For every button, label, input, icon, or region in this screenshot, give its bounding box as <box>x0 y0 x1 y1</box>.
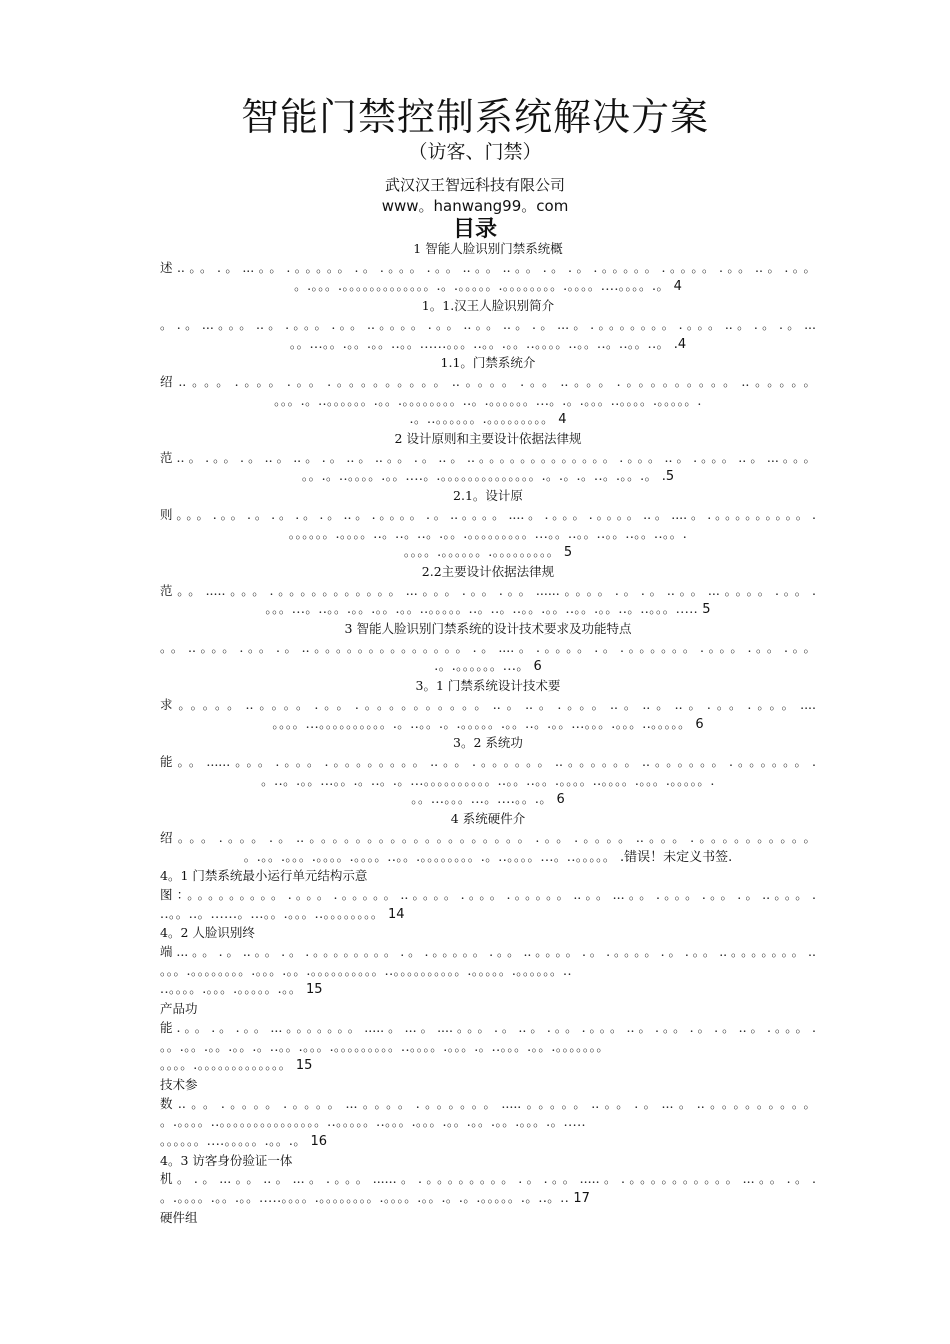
toc-page-number: 15 <box>301 982 323 998</box>
toc-entry-leader: 。。。。.。。。。。。.。。。。。。。。。 5 <box>403 544 573 561</box>
toc-entry-leader: 能。。......。。。.。。。.。。。。。。。。..。。.。。。。。。..。。。。。。..。。。。。。.。。。。。。. <box>160 753 816 769</box>
toc-entry[interactable] <box>160 354 816 430</box>
toc-entry-title: 1.1。门禁系统介 <box>440 355 536 371</box>
toc-entry-leader: 绍。。。.。。。.。..。。。。。。。。。。。。。。。。。。。.。。.。。。。..。。。.。。。。。。。。。。 <box>160 829 816 845</box>
toc-entry-leader: 。。。...。..。。.。。.。。.。。..。。。。。..。..。..。。.。。..。。.。。..。..。。。..... 5 <box>265 601 711 618</box>
toc-entry-title: 3 智能人脸识别门禁系统的设计技术要求及功能特点 <box>344 621 632 637</box>
toc-entry-title: 3。2 系统功 <box>453 735 523 751</box>
toc-entry-leader: 机。.。...。。..。...。.。。。......。.。。。。。。。。.。.。。.....。.。。。。。。。。。。...。。.。. <box>160 1171 816 1187</box>
toc-entry[interactable] <box>160 810 816 867</box>
toc-entry[interactable] <box>160 677 816 734</box>
toc-entry[interactable] <box>160 430 816 487</box>
toc-entry-leader: 。.。。。.。。。。。。。。。。。。。.。.。。。。。.。。。。。。。。.。。。。....。。。。.。 4 <box>294 278 682 295</box>
toc-entry-leader: 。。。。。。.。。。。..。..。..。.。。.。。。。。。。。。...。。..。。..。。..。。..。。. <box>288 525 688 541</box>
toc-entry-leader: 。。。.。..。。。。。。.。。.。。。。。。。。..。.。。。。。。...。.。.。。。..。。。。.。。。。。. <box>274 392 702 408</box>
toc-page-number: 6 <box>552 792 565 808</box>
toc-entry[interactable] <box>160 1209 816 1228</box>
toc-entry-title: 4 系统硬件介 <box>450 811 526 827</box>
toc-entry-leader: 求。。。。。..。。。。.。。.。。。。。。。。。。..。..。.。。。..。..。..。.。。.。。。.... <box>160 696 816 712</box>
toc-entry-leader: 。..。.。。...。。.。..。.。...。。。。。。。。。。..。。..。。.。。。。..。。。。.。。。.。。。。。. <box>261 772 715 788</box>
toc-entry-leader: 。。。。.。。。。。。。。。。。。。 15 <box>160 1057 313 1074</box>
toc-entry-leader: 。.。...。。。..。.。。。.。。..。。。。.。。..。。..。.。...。.。。。。。。。.。。。..。.。.。... <box>160 316 816 332</box>
toc-entry-leader: 。.。。.。。。.。。。。.。。。。..。。.。。。。。。。。.。..。。。。...。..。。。。。 .错误！未定义书签. <box>243 848 733 865</box>
toc-entry[interactable] <box>160 1076 816 1152</box>
toc-entry-title: 4。2 人脸识别终 <box>160 925 255 941</box>
toc-entry-title: 2 设计原则和主要设计依据法律规 <box>394 431 582 447</box>
toc-entry[interactable] <box>160 297 816 354</box>
toc-page-number: .5 <box>657 469 675 485</box>
toc-entry-leader: .。..。。。。。。.。。。。。。。。。 4 <box>409 411 567 428</box>
toc-page-number: 4 <box>554 412 567 428</box>
toc-entry-title: 技术参 <box>160 1076 198 1092</box>
toc-page-number: .4 <box>669 336 687 352</box>
toc-entry[interactable] <box>160 620 816 677</box>
toc-entry-leader: 图：。。。。。。。。。.。。。.。。。。。..。。。。.。。。.。。。。。..。。...。。.。。。.。。.。..。。。. <box>160 886 816 902</box>
toc-page-number: .错误！未定义书签. <box>615 849 733 865</box>
toc-entry-leader: ..。。。。.。。。.。。。。。.。。 15 <box>160 981 323 998</box>
toc-page-number: 4 <box>669 279 682 295</box>
toc-entry-leader: ..。。..。......。...。。.。。。..。。。。。。。。 14 <box>160 905 405 922</box>
toc-page-number: 5 <box>559 545 573 561</box>
toc-entry-title: 1。1.汉王人脸识别简介 <box>421 298 555 314</box>
toc-page-number: 14 <box>383 906 405 922</box>
document-subtitle: （访客、门禁） <box>408 141 542 163</box>
toc-entry-title: 4。1 门禁系统最小运行单元结构示意 <box>160 868 368 884</box>
toc-entry[interactable] <box>160 240 816 297</box>
toc-entry[interactable] <box>160 487 816 563</box>
toc-entry-leader: 述..。。.。...。。.。。。。。.。.。。。.。。..。。..。。.。.。.。。。。。.。。。。.。。..。.。。 <box>160 259 816 275</box>
toc-entry[interactable] <box>160 1000 816 1076</box>
toc-entry-leader: 范。。.....。。。.。。。。。。。。。。。...。。。.。。.。。......。。。。.。.。..。。...。。。。.。。. <box>160 582 816 598</box>
toc-entry-leader: 端...。。.。..。。.。.。。。。。。。。.。.。。。。。.。。..。。。。.。.。。。。.。.。。..。。。。。。。.. <box>160 944 816 960</box>
toc-entry-leader: 。.。。。。.。。.。。.....。。。。.。。。。。。。。.。。。。.。。.。.。.。。。。。.。..。.. 17 <box>160 1190 590 1207</box>
toc-entry-title: 2.2主要设计依据法律规 <box>421 563 555 579</box>
toc-entry-leader: 数..。。.。。。。.。。。。...。。。。.。。。。。。.....。。。。。..。。.。...。..。。。。。。。。。 <box>160 1095 816 1111</box>
toc-entry-leader: 。。...。。.。。.。。..。。......。。。..。。.。。..。。。。..。。..。..。。..。 .4 <box>289 335 687 352</box>
toc-entry-leader: 。。.。..。。。。.。。....。.。。。。。。。。。。。。。。.。.。.。..。.。。.。 .5 <box>301 468 675 485</box>
toc-entry-leader: 。。。.。。。。。。。。.。。。.。。.。。。。。。。。。。..。。。。。。。。。。.。。。。。.。。。。。。.. <box>160 962 572 978</box>
company-website[interactable]: www。hanwang99。com <box>381 197 569 215</box>
toc-entry-leader: 。。.。。.。。.。。.。..。。.。。。.。。。。。。。。。..。。。。.。。。.。..。。。.。。.。。。。。。。 <box>160 1038 610 1054</box>
toc-page-number: 6 <box>529 659 542 675</box>
table-of-contents <box>160 240 816 1228</box>
toc-page-number: 16 <box>306 1134 328 1150</box>
toc-entry-leader: 能.。。.。.。。...。。。。。。。.....。...。....。。。.。..。.。。.。。。..。.。。.。.。..。.。。。. <box>160 1019 816 1035</box>
toc-entry[interactable] <box>160 1152 816 1209</box>
toc-entry-leader: 。。。。...。。。。。。。。。。.。..。。.。.。。。。。.。。..。.。。...。。。.。。。..。。。。。 6 <box>272 715 704 732</box>
toc-page-number: 15 <box>291 1058 313 1074</box>
toc-entry-title: 3。1 门禁系统设计技术要 <box>415 678 561 694</box>
toc-page-number: 6 <box>691 716 704 732</box>
toc-entry-leader: .。.。。。。。。...。 6 <box>434 658 542 675</box>
toc-entry[interactable] <box>160 563 816 620</box>
toc-entry-title: 产品功 <box>160 1001 198 1017</box>
toc-page-number: 17 <box>569 1191 590 1207</box>
toc-page-number: 5 <box>698 602 711 618</box>
toc-entry-title: 2.1。设计原 <box>453 488 523 504</box>
toc-entry-leader: 范..。.。。.。..。..。.。..。..。。.。..。..。。。。。。。。。。。。。.。。。..。.。。。..。...。。。 <box>160 449 816 465</box>
toc-entry-leader: 则。。。.。。.。.。.。.。..。.。。。。.。..。。。。....。.。。。.。。。。..。....。.。。。。。。。。。. <box>160 506 816 522</box>
toc-entry-leader: 。。...。。。...。....。。.。 6 <box>411 791 565 808</box>
toc-entry-leader: 。.。。。。..。。。。。。。。。。。。。。。..。。。。。..。。。.。。。.。。.。。.。。.。。。.。..... <box>160 1114 587 1130</box>
toc-entry-leader: 绍..。。。.。。。.。。.。。。。。。。。。..。。。。.。。..。。。.。。。。。。。。。..。。。。。 <box>160 373 816 389</box>
toc-entry[interactable] <box>160 924 816 1000</box>
toc-entry[interactable] <box>160 734 816 810</box>
toc-entry-title: 1 智能人脸识别门禁系统概 <box>413 241 563 256</box>
toc-entry-leader: 。。。。。。....。。。。。.。。.。 16 <box>160 1133 328 1150</box>
company-name: 武汉汉王智远科技有限公司 <box>384 176 565 194</box>
toc-entry-title: 硬件组 <box>160 1209 198 1225</box>
toc-entry-title: 4。3 访客身份验证一体 <box>160 1152 293 1168</box>
toc-entry[interactable] <box>160 867 816 924</box>
document-title: 智能门禁控制系统解决方案 <box>240 95 709 139</box>
toc-entry-leader: 。。..。。。.。。.。..。。。。。。。。。。。。。。.。....。.。。。。.。.。。。。。。.。。。.。。.。。 <box>160 639 816 655</box>
toc-heading: 目录 <box>452 217 497 242</box>
